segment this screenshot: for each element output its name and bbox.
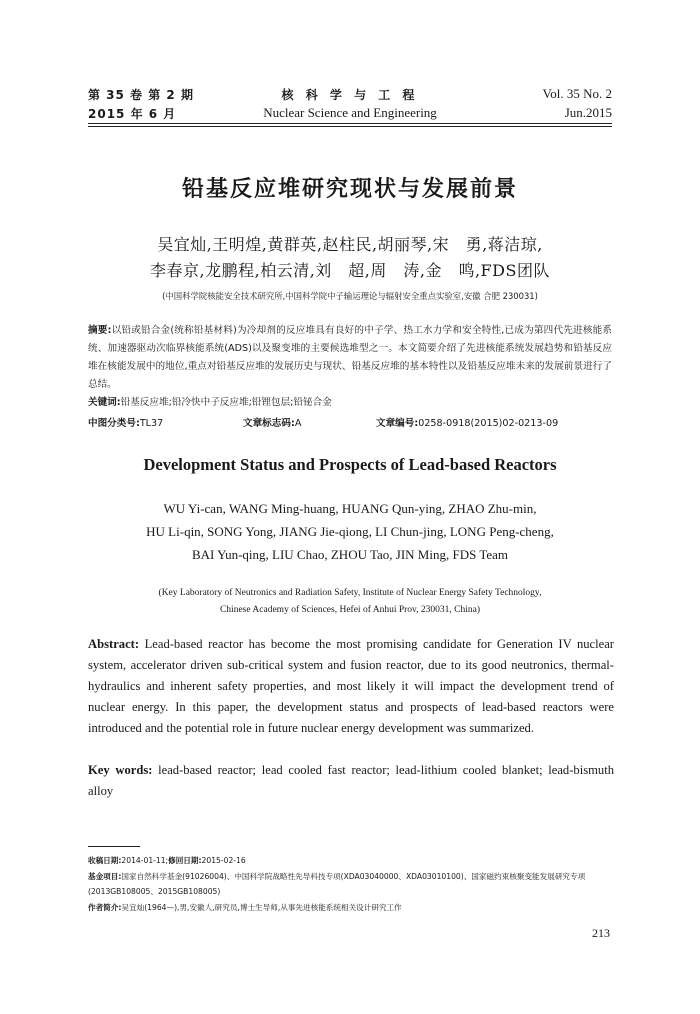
keywords-label-cn: 关键词:: [88, 397, 121, 408]
abstract-text-cn: 以铅或铅合金(统称铅基材料)为冷却剂的反应堆具有良好的中子学、热工水力学和安全特性,已成为第四代先进核能系统、加速器驱动次临界核能系统(ADS)以及聚变堆的主要候选堆型之一。本文简要介绍了先进核能系统发展趋势和铅基反应堆在核能发展中的地位,重点对铅基反应堆的发展历史与现状、铅基反应堆的基本特性以及铅基反应堆未来的发展前景进行了总结。: [88, 325, 612, 390]
volume-issue-en: Vol. 35 No. 2: [542, 86, 612, 101]
keywords-en: [88, 760, 614, 802]
fund-label: 基金项目:: [88, 871, 122, 881]
journal-name-en: Nuclear Science and Engineering: [263, 105, 437, 120]
revised-date: 2015-02-16: [201, 856, 246, 865]
affiliation-line: (Key Laboratory of Neutronics and Radiation Safety, Institute of Nuclear Energy Safety Technology,: [158, 588, 542, 598]
author-line: WU Yi-can, WANG Ming-huang, HUANG Qun-ying, ZHAO Zhu-min,: [163, 501, 537, 516]
keywords-label-en: Key words:: [88, 763, 153, 777]
paper-title-en: Development Status and Prospects of Lead-based Reactors: [143, 455, 557, 474]
affiliation-cn: (中国科学院核能安全技术研究所,中国科学院中子输运理论与辐射安全重点实验室,安徽 合肥 230031): [162, 291, 538, 301]
received-label: 收稿日期:: [88, 856, 122, 865]
abstract-label-en: Abstract:: [88, 637, 140, 651]
header-rule-bottom: [88, 126, 612, 127]
keywords-text-cn: 铅基反应堆;铅冷快中子反应堆;铅锂包层;铅铋合金: [120, 397, 332, 408]
classification-row: [88, 415, 612, 433]
abstract-text-en: Lead-based reactor has become the most promising candidate for Generation IV nuclear system, accelerator driven sub-critical system and fusion reactor, due to its good neutronics, thermal-hydraulics and inherent safety properties, and most likely it will impact the development trend of nuclear energy. In this paper, the development status and prospects of lead-based reactors were introduced and the potential role in future nuclear energy development was summarized.: [88, 637, 614, 735]
author-list-en: [70, 497, 630, 566]
footnote-dates: [88, 853, 620, 869]
affiliation-en: [70, 585, 630, 619]
keywords-text-en: lead-based reactor; lead cooled fast reactor; lead-lithium cooled blanket; lead-bismuth alloy: [88, 763, 614, 798]
doc-code-value: A: [294, 418, 302, 429]
page-number: 213: [592, 926, 610, 940]
date-cn: 2015 年 6 月: [88, 107, 177, 121]
clc-value: TL37: [139, 418, 164, 429]
running-header: [88, 84, 612, 124]
affiliation-line: Chinese Academy of Sciences, Hefei of Anhui Prov, 230031, China): [219, 605, 481, 615]
header-rule-top: [88, 123, 612, 124]
date-en: Jun.2015: [564, 105, 612, 120]
abstract-en: [88, 634, 614, 739]
doc-code-label: 文章标志码:: [243, 418, 295, 429]
revised-label: 修回日期:: [168, 856, 202, 865]
author-line: BAI Yun-qing, LIU Chao, ZHOU Tao, JIN Ming, FDS Team: [191, 547, 509, 562]
volume-issue-cn: 第 35 卷 第 2 期: [88, 88, 194, 102]
abstract-cn: [88, 322, 612, 412]
bio-text: 吴宜灿(1964—),男,安徽人,研究员,博士生导师,从事先进核能系统相关设计研究工作: [121, 902, 402, 912]
abstract-label-cn: 摘要:: [88, 325, 112, 336]
article-no-value: 0258-0918(2015)02-0213-09: [418, 418, 559, 429]
author-line: 李春京,龙鹏程,柏云清,刘 超,周 涛,金 鸣,FDS团队: [150, 261, 550, 280]
footnote-rule: [88, 846, 140, 847]
author-list-cn: [100, 232, 600, 284]
author-line: HU Li-qin, SONG Yong, JIANG Jie-qiong, LI Chun-jing, LONG Peng-cheng,: [146, 524, 554, 539]
footnote-bio: [88, 900, 620, 916]
footnote-fund: [88, 869, 620, 900]
bio-label: 作者简介:: [88, 902, 122, 912]
author-line: 吴宜灿,王明煌,黄群英,赵柱民,胡丽琴,宋 勇,蒋洁琼,: [157, 235, 543, 254]
journal-name-cn: 核 科 学 与 工 程: [281, 88, 419, 102]
footnotes: [88, 853, 620, 915]
article-no-label: 文章编号:: [376, 418, 419, 429]
received-date: 2014-01-11;: [121, 856, 169, 865]
paper-title-cn: 铅基反应堆研究现状与发展前景: [181, 177, 518, 202]
fund-text: 国家自然科学基金(91026004)、中国科学院战略性先导科技专项(XDA03040000、XDA03010100)、国家磁约束核聚变能发展研究专项(2013GB108005、2015GB108005): [88, 871, 586, 896]
clc-label: 中图分类号:: [88, 418, 140, 429]
